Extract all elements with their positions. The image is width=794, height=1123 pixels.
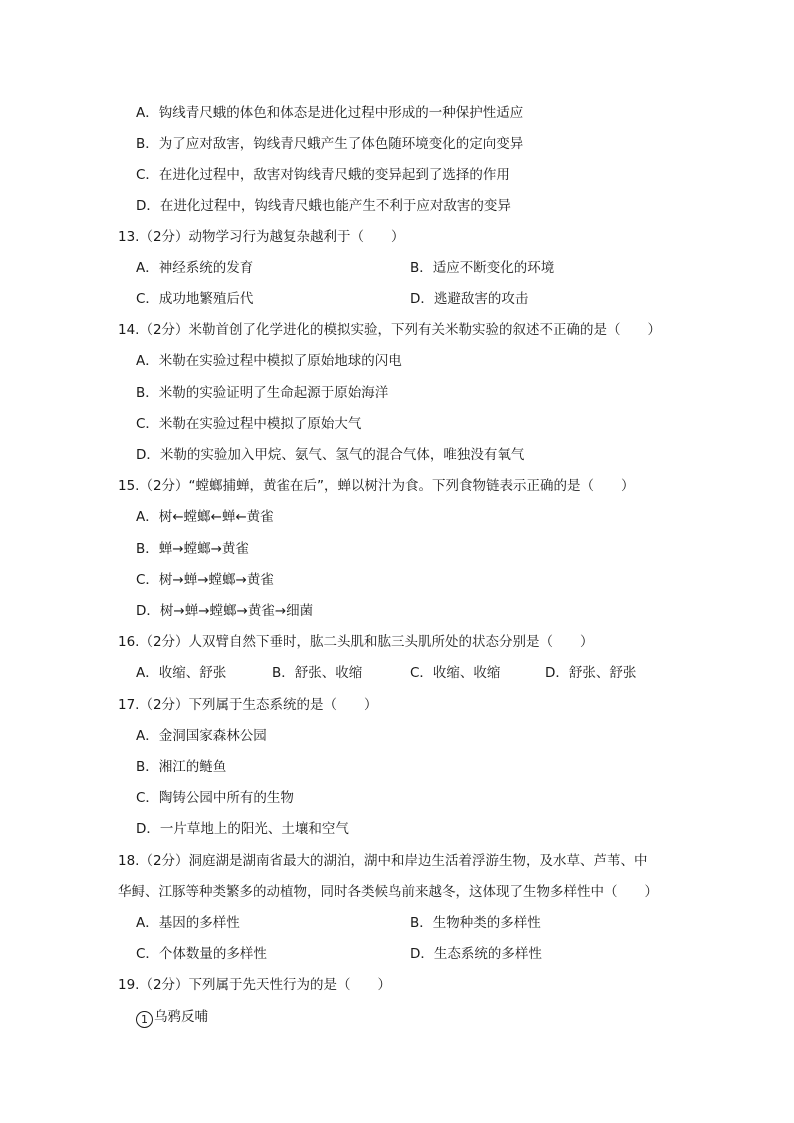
q19-item-1: [136, 1008, 208, 1028]
q14-option-c: C．米勒在实验过程中模拟了原始大气: [136, 416, 362, 432]
q15-option-a: A．树←螳螂←蝉←黄雀: [136, 509, 274, 525]
circled-number-marker: 1: [136, 1011, 153, 1028]
q14-option-b: B．米勒的实验证明了生命起源于原始海洋: [136, 385, 389, 401]
q15-option-c: C．树→蝉→螳螂→黄雀: [136, 572, 274, 588]
q12-option-d: D．在进化过程中，钩线青尺蛾也能产生不利于应对敌害的变异: [136, 198, 511, 214]
q13-option-a: A．神经系统的发育: [136, 260, 254, 276]
q19-stem: 19.（2分）下列属于先天性行为的是（ ）: [118, 977, 392, 993]
q16-option-a: A．收缩、舒张: [136, 665, 227, 681]
q18-option-d: D．生态系统的多样性: [410, 946, 542, 962]
q15-option-d: D．树→蝉→螳螂→黄雀→细菌: [136, 603, 314, 619]
q15-stem: 15.（2分）“螳螂捕蝉，黄雀在后”，蝉以树汁为食。下列食物链表示正确的是（ ）: [118, 478, 635, 494]
q17-option-d: D．一片草地上的阳光、土壤和空气: [136, 821, 349, 837]
q18-option-c: C．个体数量的多样性: [136, 946, 267, 962]
q13-option-d: D．逃避敌害的攻击: [410, 291, 529, 307]
q17-stem: 17.（2分）下列属于生态系统的是（ ）: [118, 697, 378, 713]
q14-option-a: A．米勒在实验过程中模拟了原始地球的闪电: [136, 353, 402, 369]
q17-option-c: C．陶铸公园中所有的生物: [136, 790, 294, 806]
q12-option-a: A．钩线青尺蛾的体色和体态是进化过程中形成的一种保护性适应: [136, 105, 524, 121]
q16-option-c: C．收缩、收缩: [410, 665, 501, 681]
q13-option-c: C．成功地繁殖后代: [136, 291, 254, 307]
q13-stem: 13.（2分）动物学习行为越复杂越利于（ ）: [118, 229, 405, 245]
q17-option-a: A．金洞国家森林公园: [136, 728, 267, 744]
q12-option-b: B．为了应对敌害，钩线青尺蛾产生了体色随环境变化的定向变异: [136, 136, 524, 152]
q18-stem-line2: 华鲟、江豚等种类繁多的动植物，同时各类候鸟前来越冬，这体现了生物多样性中（ ）: [118, 884, 658, 900]
q12-option-c: C．在进化过程中，敌害对钩线青尺蛾的变异起到了选择的作用: [136, 167, 510, 183]
q14-option-d: D．米勒的实验加入甲烷、氨气、氢气的混合气体，唯独没有氧气: [136, 447, 525, 463]
q18-stem-line1: 18.（2分）洞庭湖是湖南省最大的湖泊，湖中和岸边生活着浮游生物，及水草、芦苇、中: [118, 853, 648, 869]
q18-option-b: B．生物种类的多样性: [410, 915, 541, 931]
q15-option-b: B．蝉→螳螂→黄雀: [136, 541, 249, 557]
q18-option-a: A．基因的多样性: [136, 915, 240, 931]
q14-stem: 14.（2分）米勒首创了化学进化的模拟实验，下列有关米勒实验的叙述不正确的是（ ）: [118, 322, 662, 338]
q16-option-d: D．舒张、舒张: [545, 665, 637, 681]
q13-option-b: B．适应不断变化的环境: [410, 260, 555, 276]
q17-option-b: B．湘江的鲢鱼: [136, 759, 227, 775]
q19-item-1-text: 乌鸦反哺: [154, 1009, 208, 1025]
q16-stem: 16.（2分）人双臂自然下垂时，肱二头肌和肱三头肌所处的状态分别是（ ）: [118, 634, 594, 650]
q16-option-b: B．舒张、收缩: [272, 665, 363, 681]
